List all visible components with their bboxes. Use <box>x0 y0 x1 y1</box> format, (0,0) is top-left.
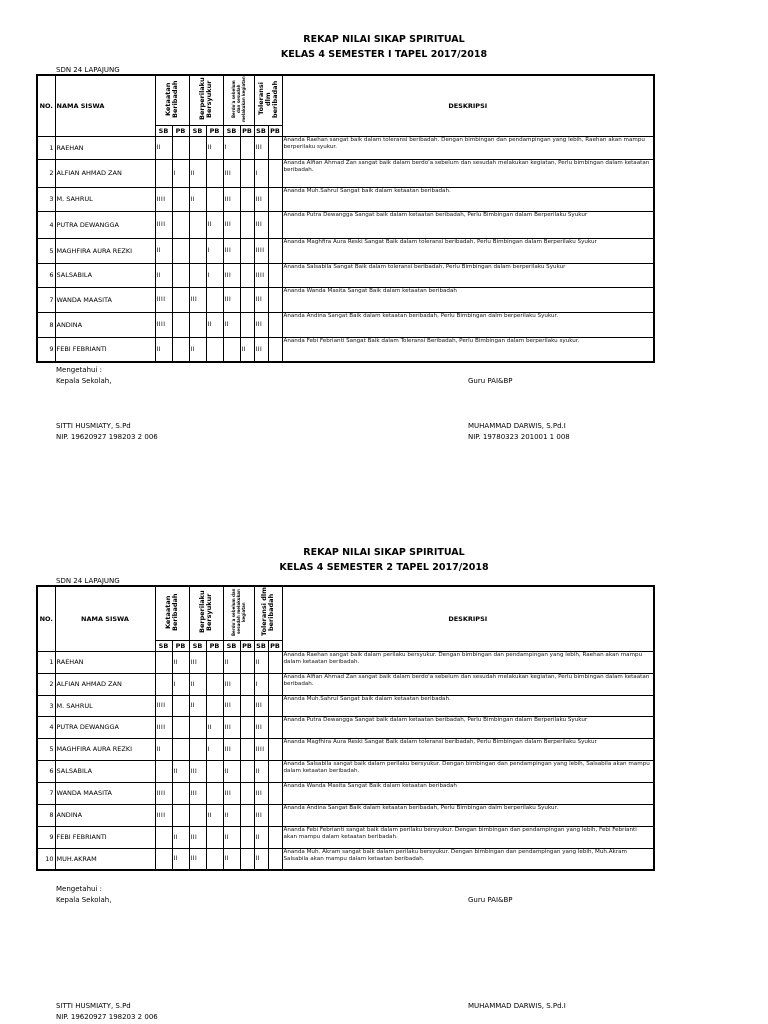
tally-mark: II <box>189 159 206 187</box>
sb-label: SB <box>189 125 206 136</box>
tally-mark <box>155 651 172 673</box>
student-name: SALSABILA <box>55 760 155 782</box>
tally-mark <box>240 848 254 870</box>
table-row <box>37 238 654 263</box>
sb-label: SB <box>223 125 240 136</box>
tally-mark: III <box>223 287 240 312</box>
tally-mark: II <box>189 187 206 211</box>
sb-label: SB <box>189 640 206 651</box>
tally-mark: III <box>223 673 240 695</box>
tally-mark: I <box>206 263 223 287</box>
tally-mark <box>172 716 189 738</box>
student-description: Ananda Andina Sangat Baik dalam ketaatan beribadah, Perlu Bimbingan dalm berperilaku Syukur. <box>282 312 654 337</box>
header-description: DESKRIPSI <box>282 75 654 136</box>
school-name: SDN 24 LAPAJUNG <box>56 66 120 74</box>
pb-label: PB <box>240 125 254 136</box>
tally-mark: IIII <box>254 238 268 263</box>
tally-mark <box>155 826 172 848</box>
tally-mark <box>172 136 189 159</box>
row-number: 9 <box>37 337 55 362</box>
row-number: 2 <box>37 159 55 187</box>
student-name: RAEHAN <box>55 651 155 673</box>
pb-label: PB <box>240 640 254 651</box>
header-name: NAMA SISWA <box>55 75 155 136</box>
student-name: PUTRA DEWANGGA <box>55 716 155 738</box>
student-name: M. SAHRUL <box>55 695 155 716</box>
tally-mark <box>240 159 254 187</box>
tally-mark <box>268 782 282 804</box>
recap-table <box>36 585 655 871</box>
student-name: ANDINA <box>55 312 155 337</box>
tally-mark: II <box>254 826 268 848</box>
pb-label: PB <box>172 640 189 651</box>
tally-mark <box>172 804 189 826</box>
student-name: FEBI FEBRIANTI <box>55 826 155 848</box>
pb-label: PB <box>206 640 223 651</box>
tally-mark: III <box>223 738 240 760</box>
tally-mark: IIII <box>155 695 172 716</box>
row-number: 8 <box>37 312 55 337</box>
pb-label: PB <box>268 640 282 651</box>
header-row <box>37 586 654 640</box>
tally-mark: II <box>206 804 223 826</box>
tally-mark <box>172 312 189 337</box>
header-aspect-2 <box>189 75 223 125</box>
tally-mark: IIII <box>155 782 172 804</box>
tally-mark: III <box>189 826 206 848</box>
student-description: Ananda Alfian Ahmad Zan sangat baik dalam berdo'a sebelum dan sesudah melakukan kegiatan, Perlu bimbingan dalam ketaatan beribadah. <box>282 673 654 695</box>
row-number: 10 <box>37 848 55 870</box>
student-description: Ananda Wanda Masita Sangat Baik dalam ketaatan beribadah <box>282 782 654 804</box>
tally-mark: II <box>172 760 189 782</box>
sb-label: SB <box>223 640 240 651</box>
pb-label: PB <box>206 125 223 136</box>
tally-mark <box>189 738 206 760</box>
student-name: PUTRA DEWANGGA <box>55 211 155 238</box>
teacher-title: Guru PAI&BP <box>468 896 513 904</box>
tally-mark: I <box>206 738 223 760</box>
tally-mark: II <box>223 760 240 782</box>
tally-mark <box>268 187 282 211</box>
row-number: 1 <box>37 651 55 673</box>
header-aspect-1 <box>155 75 189 125</box>
tally-mark: II <box>172 651 189 673</box>
tally-mark <box>268 159 282 187</box>
tally-mark <box>206 826 223 848</box>
tally-mark: II <box>189 695 206 716</box>
tally-mark <box>206 187 223 211</box>
table-row <box>37 673 654 695</box>
report-title: REKAP NILAI SIKAP SPIRITUAL <box>303 34 465 45</box>
table-row <box>37 651 654 673</box>
tally-mark: III <box>223 716 240 738</box>
tally-mark <box>189 211 206 238</box>
aspect-label: Berdo'a sebelum dan sesudah melakukan kegiatan <box>231 588 246 637</box>
student-description: Ananda Raehan sangat baik dalam perilaku bersyukur. Dengan bimbingan dan pendampingan yang lebih, Raehan akan mampu dalam ketaatan beribadah. <box>282 651 654 673</box>
tally-mark: II <box>240 337 254 362</box>
student-description: Ananda Raehan sangat baik dalam toleransi beribadah. Dengan bimbingan dan pendampingan yang lebih, Raehan akan mampu berperilaku syukur. <box>282 136 654 159</box>
tally-mark <box>240 651 254 673</box>
pb-label: PB <box>268 125 282 136</box>
row-number: 6 <box>37 760 55 782</box>
report-subtitle: KELAS 4 SEMESTER 2 TAPEL 2017/2018 <box>279 562 489 573</box>
header-aspect-3 <box>223 586 254 640</box>
tally-mark: II <box>155 136 172 159</box>
table-row <box>37 337 654 362</box>
tally-mark: I <box>172 159 189 187</box>
tally-mark: III <box>254 287 268 312</box>
tally-mark: III <box>254 337 268 362</box>
tally-mark: III <box>254 187 268 211</box>
tally-mark <box>240 804 254 826</box>
tally-mark: IIII <box>155 716 172 738</box>
table-row <box>37 760 654 782</box>
tally-mark <box>172 211 189 238</box>
tally-mark <box>268 287 282 312</box>
student-description: Ananda Febi Febrianti sangat baik dalam perilaku bersyukur. Dengan bimbingan dan pendampingan yang lebih, Febi Febrianti akan mampu dalam ketaatan beribadah. <box>282 826 654 848</box>
student-name: MAGHFIRA AURA REZKI <box>55 738 155 760</box>
row-number: 1 <box>37 136 55 159</box>
tally-mark <box>172 238 189 263</box>
table-row <box>37 263 654 287</box>
report-subtitle: KELAS 4 SEMESTER I TAPEL 2017/2018 <box>280 49 488 60</box>
tally-mark <box>268 673 282 695</box>
sb-label: SB <box>254 125 268 136</box>
tally-mark <box>268 211 282 238</box>
student-description: Ananda Andina Sangat Baik dalam ketaatan beribadah, Perlu Bimbingan dalm berperilaku Syukur. <box>282 804 654 826</box>
aspect-label: Toleransi dlm beribadah <box>256 80 279 118</box>
row-number: 3 <box>37 695 55 716</box>
student-name: ANDINA <box>55 804 155 826</box>
student-name: ALFIAN AHMAD ZAN <box>55 159 155 187</box>
student-description: Ananda Maghfira Aura Reski Sangat Baik dalam toleransi beribadah, Perlu Bimbingan dalam Berperilaku Syukur <box>282 238 654 263</box>
tally-mark <box>172 187 189 211</box>
tally-mark: III <box>189 760 206 782</box>
tally-mark <box>240 760 254 782</box>
row-number: 4 <box>37 716 55 738</box>
tally-mark <box>172 738 189 760</box>
tally-mark: IIII <box>155 211 172 238</box>
tally-mark <box>189 263 206 287</box>
header-aspect-2 <box>189 586 223 640</box>
tally-mark: II <box>206 136 223 159</box>
tally-mark <box>268 826 282 848</box>
tally-mark: II <box>223 651 240 673</box>
student-description: Ananda Muh.Sahrul Sangat baik dalam ketaatan beribadah. <box>282 695 654 716</box>
teacher-name: MUHAMMAD DARWIS, S.Pd.I <box>468 1002 566 1010</box>
tally-mark <box>268 804 282 826</box>
tally-mark <box>189 238 206 263</box>
pb-label: PB <box>172 125 189 136</box>
table-row <box>37 695 654 716</box>
tally-mark <box>155 159 172 187</box>
table-row <box>37 738 654 760</box>
tally-mark <box>206 337 223 362</box>
row-number: 3 <box>37 187 55 211</box>
tally-mark: II <box>172 826 189 848</box>
student-name: MAGHFIRA AURA REZKI <box>55 238 155 263</box>
tally-mark: II <box>223 312 240 337</box>
tally-mark: III <box>223 695 240 716</box>
acknowledged-label: Mengetahui : <box>56 885 102 893</box>
header-name: NAMA SISWA <box>55 586 155 651</box>
student-name: ALFIAN AHMAD ZAN <box>55 673 155 695</box>
tally-mark: III <box>254 136 268 159</box>
report-title: REKAP NILAI SIKAP SPIRITUAL <box>303 547 465 558</box>
table-row <box>37 826 654 848</box>
tally-mark <box>189 804 206 826</box>
tally-mark <box>206 651 223 673</box>
tally-mark: III <box>223 211 240 238</box>
tally-mark <box>172 695 189 716</box>
header-aspect-1 <box>155 586 189 640</box>
teacher-name: MUHAMMAD DARWIS, S.Pd.I <box>468 422 566 430</box>
header-no: NO. <box>37 586 55 651</box>
tally-mark: II <box>189 337 206 362</box>
tally-mark: III <box>223 782 240 804</box>
row-number: 8 <box>37 804 55 826</box>
tally-mark <box>155 760 172 782</box>
table-row <box>37 782 654 804</box>
tally-mark: IIII <box>254 263 268 287</box>
teacher-nip: NIP. 19780323 201001 1 008 <box>468 433 570 441</box>
tally-mark: IIII <box>155 312 172 337</box>
tally-mark: III <box>223 263 240 287</box>
tally-mark <box>189 716 206 738</box>
acknowledged-label: Mengetahui : <box>56 366 102 374</box>
tally-mark <box>240 263 254 287</box>
aspect-label: Berperilaku Bersyukur <box>198 590 213 634</box>
row-number: 9 <box>37 826 55 848</box>
tally-mark: II <box>155 263 172 287</box>
tally-mark <box>206 673 223 695</box>
principal-name: SITTI HUSMIATY, S.Pd <box>56 1002 131 1010</box>
tally-mark <box>206 760 223 782</box>
tally-mark: II <box>223 826 240 848</box>
student-name: RAEHAN <box>55 136 155 159</box>
principal-nip: NIP. 19620927 198203 2 006 <box>56 1013 158 1021</box>
tally-mark: III <box>254 804 268 826</box>
tally-mark: IIII <box>155 287 172 312</box>
tally-mark <box>268 760 282 782</box>
tally-mark <box>268 238 282 263</box>
tally-mark: III <box>254 211 268 238</box>
school-name: SDN 24 LAPAJUNG <box>56 577 120 585</box>
tally-mark <box>268 848 282 870</box>
aspect-label: Berdo'a sebelum dan sesudah melakukan kegiatan <box>231 76 246 123</box>
tally-mark: III <box>254 716 268 738</box>
principal-nip: NIP. 19620927 198203 2 006 <box>56 433 158 441</box>
table-row <box>37 848 654 870</box>
tally-mark: II <box>206 716 223 738</box>
sb-label: SB <box>254 640 268 651</box>
tally-mark: III <box>223 159 240 187</box>
tally-mark <box>155 673 172 695</box>
student-name: FEBI FEBRIANTI <box>55 337 155 362</box>
student-description: Ananda Putra Dewangga Sangat baik dalam ketaatan beribadah, Perlu Bimbingan dalam Berperilaku Syukur <box>282 716 654 738</box>
header-aspect-4 <box>254 586 282 640</box>
tally-mark <box>206 695 223 716</box>
tally-mark <box>240 136 254 159</box>
tally-mark: III <box>189 782 206 804</box>
header-no: NO. <box>37 75 55 136</box>
tally-mark <box>206 287 223 312</box>
tally-mark: II <box>223 804 240 826</box>
tally-mark <box>240 695 254 716</box>
tally-mark <box>206 782 223 804</box>
tally-mark <box>240 738 254 760</box>
tally-mark: IIII <box>155 804 172 826</box>
aspect-label: Ketaatan Beribadah <box>164 593 179 632</box>
header-aspect-3 <box>223 75 254 125</box>
recap-table <box>36 74 655 363</box>
student-description: Ananda Febi Febrianti Sangat Baik dalam Toleransi Beribadah, Perlu Bimbingan dalam berperilaku syukur. <box>282 337 654 362</box>
tally-mark: III <box>254 312 268 337</box>
tally-mark: I <box>206 238 223 263</box>
student-description: Ananda Muh. Akram sangat baik dalam perilaku bersyukur. Dengan bimbingan dan pendampingan yang lebih, Muh.Akram Salsabila akan mampu dalam ketaatan beribadah. <box>282 848 654 870</box>
tally-mark <box>172 263 189 287</box>
tally-mark: III <box>189 651 206 673</box>
tally-mark: II <box>254 651 268 673</box>
tally-mark: III <box>254 695 268 716</box>
table-row <box>37 716 654 738</box>
table-row <box>37 211 654 238</box>
student-name: WANDA MAASITA <box>55 782 155 804</box>
tally-mark: II <box>155 238 172 263</box>
tally-mark <box>240 312 254 337</box>
tally-mark <box>240 716 254 738</box>
table-row <box>37 136 654 159</box>
tally-mark: III <box>223 187 240 211</box>
tally-mark: II <box>206 312 223 337</box>
tally-mark: II <box>206 211 223 238</box>
tally-mark <box>155 848 172 870</box>
student-description: Ananda Magfhira Aura Reski Sangat Baik dalam toleransi beribadah, Perlu Bimbingan dalam Berperilaku Syukur <box>282 738 654 760</box>
tally-mark <box>240 211 254 238</box>
table-row <box>37 312 654 337</box>
aspect-label: Berperilaku Bersyukur <box>198 77 213 121</box>
tally-mark: IIII <box>254 738 268 760</box>
tally-mark: II <box>254 760 268 782</box>
tally-mark <box>223 337 240 362</box>
tally-mark: II <box>189 673 206 695</box>
row-number: 4 <box>37 211 55 238</box>
header-description: DESKRIPSI <box>282 586 654 651</box>
tally-mark: II <box>254 848 268 870</box>
principal-title: Kepala Sekolah, <box>56 896 112 904</box>
tally-mark: IIII <box>155 187 172 211</box>
student-description: Ananda Putra Dewangga Sangat baik dalam ketaatan beribadah, Perlu Bimbingan dalam Berperilaku Syukur <box>282 211 654 238</box>
header-aspect-4 <box>254 75 282 125</box>
tally-mark <box>268 312 282 337</box>
tally-mark <box>189 312 206 337</box>
student-description: Ananda Salsabila sangat baik dalam perilaku bersyukur. Dengan bimbingan dan pendampingan yang lebih, Salsabila akan mampu dalam ketaatan beribadah. <box>282 760 654 782</box>
tally-mark: II <box>155 337 172 362</box>
row-number: 5 <box>37 738 55 760</box>
table-row <box>37 159 654 187</box>
tally-mark <box>172 782 189 804</box>
tally-mark: II <box>223 848 240 870</box>
tally-mark <box>172 287 189 312</box>
tally-mark <box>206 848 223 870</box>
student-description: Ananda Alfian Ahmad Zan sangat baik dalam berdo'a sebelum dan sesudah melakukan kegiatan, Perlu bimbingan dalam ketaatan beribadah. <box>282 159 654 187</box>
table-row <box>37 804 654 826</box>
sb-label: SB <box>155 125 172 136</box>
tally-mark: I <box>254 673 268 695</box>
teacher-title: Guru PAI&BP <box>468 377 513 385</box>
tally-mark: I <box>223 136 240 159</box>
header-row <box>37 75 654 125</box>
row-number: 6 <box>37 263 55 287</box>
tally-mark <box>240 782 254 804</box>
tally-mark: III <box>189 848 206 870</box>
tally-mark: I <box>172 673 189 695</box>
principal-title: Kepala Sekolah, <box>56 377 112 385</box>
row-number: 5 <box>37 238 55 263</box>
table-row <box>37 187 654 211</box>
tally-mark: III <box>223 238 240 263</box>
student-name: MUH.AKRAM <box>55 848 155 870</box>
sb-label: SB <box>155 640 172 651</box>
tally-mark <box>240 187 254 211</box>
principal-name: SITTI HUSMIATY, S.Pd <box>56 422 131 430</box>
student-description: Ananda Wanda Masita Sangat Baik dalam ketaatan beribadah <box>282 287 654 312</box>
tally-mark: II <box>155 738 172 760</box>
student-name: WANDA MAASITA <box>55 287 155 312</box>
tally-mark <box>189 136 206 159</box>
student-name: SALSABILA <box>55 263 155 287</box>
tally-mark: III <box>254 782 268 804</box>
tally-mark <box>240 238 254 263</box>
tally-mark: III <box>189 287 206 312</box>
aspect-label: Toleransi dlm beribadah <box>260 587 275 637</box>
row-number: 7 <box>37 782 55 804</box>
table-row <box>37 287 654 312</box>
tally-mark <box>268 337 282 362</box>
student-description: Ananda Muh.Sahrul Sangat baik dalam ketaatan beribadah. <box>282 187 654 211</box>
tally-mark <box>268 136 282 159</box>
row-number: 7 <box>37 287 55 312</box>
tally-mark <box>268 263 282 287</box>
tally-mark <box>240 826 254 848</box>
student-description: Ananda Salsabila Sangat Baik dalam toleransi beribadah, Perlu Bimbingan dalam berperilaku Syukur <box>282 263 654 287</box>
tally-mark <box>240 673 254 695</box>
tally-mark <box>172 337 189 362</box>
tally-mark: II <box>172 848 189 870</box>
row-number: 2 <box>37 673 55 695</box>
tally-mark <box>268 651 282 673</box>
tally-mark <box>268 738 282 760</box>
student-name: M. SAHRUL <box>55 187 155 211</box>
tally-mark <box>268 695 282 716</box>
aspect-label: Ketaatan Beribadah <box>164 80 179 119</box>
tally-mark <box>240 287 254 312</box>
tally-mark: I <box>254 159 268 187</box>
tally-mark <box>206 159 223 187</box>
tally-mark <box>268 716 282 738</box>
